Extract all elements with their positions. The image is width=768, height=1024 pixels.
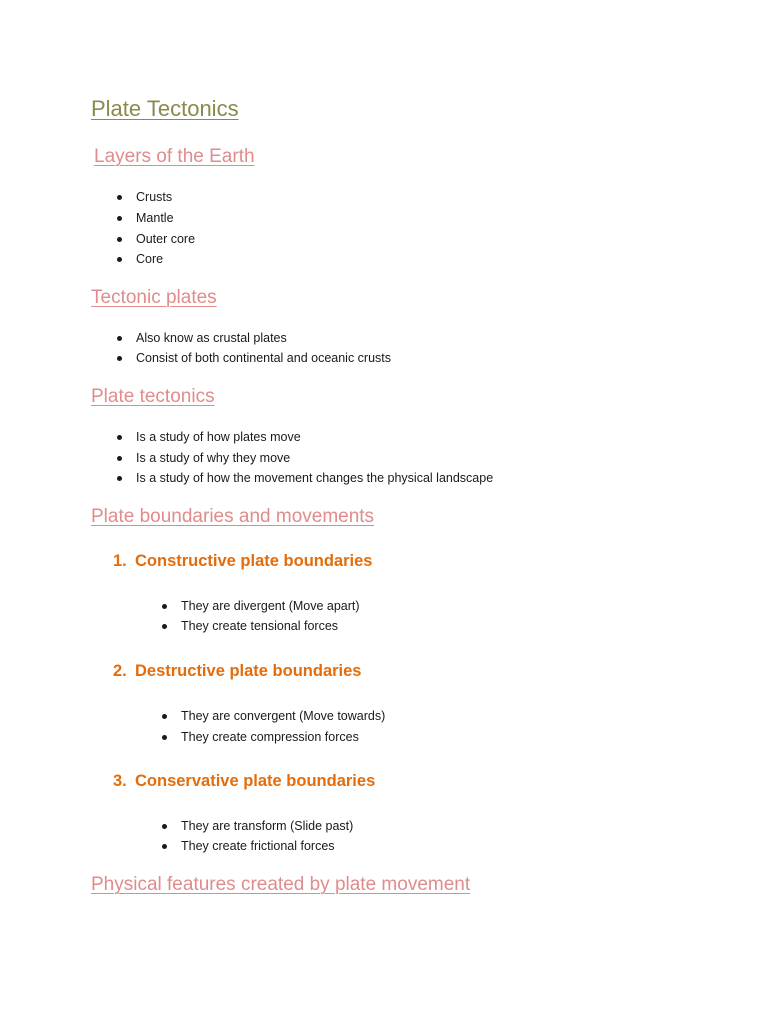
section-heading-physical-features: Physical features created by plate movement [91,874,471,895]
bullet-dot-icon [117,216,122,221]
bullet-dot-icon [117,336,122,341]
bullet-dot-icon [162,604,167,609]
bullet-dot-icon [117,195,122,200]
bullet-dot-icon [162,844,167,849]
bullet-dot-icon [117,237,122,242]
section-heading-tectonic-plates: Tectonic plates [91,287,217,308]
section-heading-layers-of-the-earth: Layers of the Earth [94,146,255,167]
bullet-dot-icon [117,356,122,361]
section-heading-plate-tectonics: Plate tectonics [91,386,215,407]
bullet-dot-icon [162,824,167,829]
document-title: Plate Tectonics [91,96,239,121]
bullet-dot-icon [117,476,122,481]
bullet-dot-icon [162,735,167,740]
bullet-dot-icon [117,257,122,262]
bullet-dot-icon [162,714,167,719]
bullet-dot-icon [162,624,167,629]
bullet-dot-icon [117,435,122,440]
bullet-dot-icon [117,456,122,461]
section-heading-plate-boundaries: Plate boundaries and movements [91,506,375,527]
document-page: Plate Tectonics Layers of the Earth Crusts Mantle Outer core Core Tectonic plates Also know as crustal plates Consist of both continental and oceanic crusts Plate tectonics Is a study of how plates move Is a study of why they move Is a study of how the movement changes the physical landscape Plate boundaries and movements 1. Constructive plate boundaries They are divergent (Move apart) They create tensional forces 2. Destructive plate boundaries They are convergent (Move towards) They create compression forces 3. Conservative plate boundaries They are transform (Slide past) They create frictional forces Physical features created by plate movement [0,0,768,1024]
